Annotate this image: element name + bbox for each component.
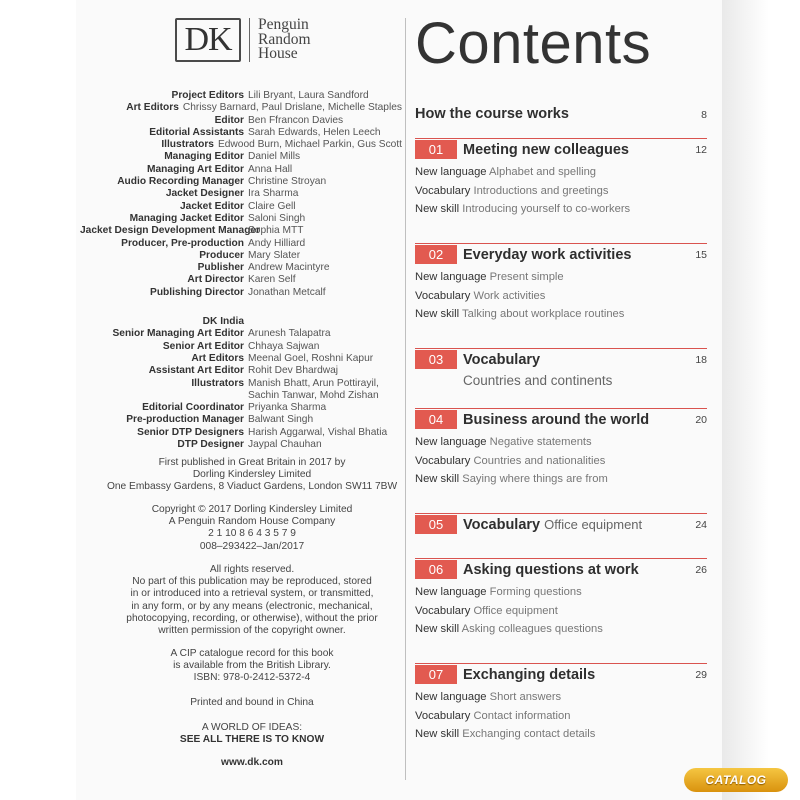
detail-label: New skill <box>415 203 460 215</box>
detail-value: Talking about workplace routines <box>462 308 625 320</box>
column-divider <box>405 18 406 780</box>
toc-unit <box>415 663 707 744</box>
credit-name: Harish Aggarwal, Vishal Bhatia <box>248 426 388 438</box>
credit-role: Illustrators <box>191 377 244 389</box>
toc-page-number: 24 <box>695 519 707 531</box>
toc-page-number: 20 <box>695 414 707 426</box>
credit-row <box>80 402 402 414</box>
credit-name: Mary Slater <box>248 249 301 261</box>
credit-role: Publisher <box>197 262 244 274</box>
unit-detail-line <box>415 268 707 287</box>
credit-row <box>80 287 402 299</box>
credit-role: Art Director <box>187 274 244 286</box>
unit-details <box>415 583 707 639</box>
detail-value: Countries and nationalities <box>473 454 606 467</box>
credit-row <box>80 274 402 286</box>
unit-detail-line <box>415 182 707 201</box>
credit-name: Daniel Mills <box>248 151 301 163</box>
credit-row <box>80 250 402 262</box>
credit-row <box>80 139 402 151</box>
india-credits <box>80 328 402 451</box>
cip-block <box>96 648 408 685</box>
toc-unit-header <box>415 663 707 685</box>
detail-label: New language <box>415 271 487 283</box>
toc-unit-header <box>415 408 707 430</box>
credit-row <box>80 164 402 176</box>
imprint-line: A Penguin Random House Company <box>168 516 336 528</box>
rights-block <box>96 564 408 637</box>
unit-detail-line <box>415 583 707 602</box>
detail-value: Work activities <box>473 289 546 302</box>
credit-row <box>80 176 402 188</box>
published-by-block <box>96 457 408 494</box>
toc-unit <box>415 138 707 219</box>
logo-divider <box>249 18 250 62</box>
unit-details <box>415 268 707 324</box>
unit-detail-line <box>415 287 707 306</box>
credit-role: DTP Designer <box>177 439 244 451</box>
credit-name: Priyanka Sharma <box>248 402 327 414</box>
wordmark-line: House <box>258 45 298 62</box>
detail-label: New skill <box>415 623 460 635</box>
imprint-line: Copyright © 2017 Dorling Kindersley Limited <box>151 504 353 515</box>
credit-name: Jonathan Metcalf <box>248 286 326 298</box>
credit-row <box>80 102 402 114</box>
printed-in-block <box>96 697 408 709</box>
detail-label: New skill <box>415 473 460 485</box>
unit-detail-line <box>415 725 707 744</box>
tagline-line1: A WORLD OF IDEAS: <box>201 722 303 733</box>
unit-number-badge: 03 <box>415 350 457 369</box>
toc-page-number: 26 <box>695 564 707 576</box>
unit-title: Everyday work activities <box>463 246 632 263</box>
background-left <box>0 0 76 800</box>
credit-row <box>80 213 402 225</box>
unit-title: Asking questions at work <box>463 561 639 578</box>
credit-name: Sophia MTT <box>248 225 304 237</box>
unit-title: Vocabulary <box>463 351 541 368</box>
credit-role: Producer, Pre-production <box>121 237 244 249</box>
credit-name: Andrew Macintyre <box>248 262 330 274</box>
toc-unit-header <box>415 243 707 265</box>
imprint-line: No part of this publication may be reproduced, stored <box>132 576 372 588</box>
detail-label: New language <box>415 691 487 703</box>
imprint-line: in or introduced into a retrieval system, or transmitted, <box>130 588 374 600</box>
credit-role: Senior DTP Designers <box>137 426 244 438</box>
credit-role: Jacket Editor <box>180 200 244 212</box>
imprint-line: 2 1 10 8 6 4 3 5 7 9 <box>208 528 296 540</box>
wordmark-line: Penguin <box>258 16 309 33</box>
contents-title: Contents <box>415 11 652 76</box>
imprint-line: photocopying, recording, or otherwise), without the prior <box>126 612 378 624</box>
credit-row <box>80 341 402 353</box>
toc-unit-header <box>415 558 707 580</box>
printed-in: Printed and bound in China <box>190 697 314 708</box>
toc-page-number: 15 <box>695 249 707 261</box>
unit-title: Business around the world <box>463 411 650 428</box>
credit-name: Arunesh Talapatra <box>248 328 331 340</box>
detail-value: Asking colleagues questions <box>461 623 603 635</box>
uk-credits <box>80 90 402 299</box>
credit-name: Karen Self <box>248 274 296 286</box>
india-heading-row <box>80 316 402 328</box>
credit-row <box>80 115 402 127</box>
credit-name: Sachin Tanwar, Mohd Zishan <box>248 389 379 401</box>
credit-row <box>80 201 402 213</box>
detail-value: Saying where things are from <box>462 473 608 485</box>
catalog-watermark-logo: CATALOG <box>684 768 788 792</box>
unit-number-badge: 05 <box>415 515 457 534</box>
credit-role: Illustrators <box>161 139 214 151</box>
credit-name: Chrissy Barnard, Paul Drislane, Michelle Staples <box>182 102 402 114</box>
unit-number-badge: 02 <box>415 245 457 264</box>
unit-detail-line <box>415 452 707 471</box>
unit-details <box>415 433 707 489</box>
credit-role: Producer <box>199 249 244 261</box>
credit-row <box>80 427 402 439</box>
credit-row <box>80 414 402 426</box>
unit-detail-line <box>415 305 707 324</box>
credit-name: Rohit Dev Bhardwaj <box>248 365 339 377</box>
unit-detail-line <box>415 200 707 219</box>
credit-role: Managing Jacket Editor <box>129 212 244 224</box>
toc-unit <box>415 558 707 639</box>
credit-role: Managing Art Editor <box>147 163 244 175</box>
tagline-block <box>96 722 408 746</box>
copyright-block <box>96 504 408 553</box>
unit-detail-line <box>415 688 707 707</box>
detail-label: New language <box>415 436 487 448</box>
detail-label: Vocabulary <box>415 289 471 302</box>
credit-role: Art Editors <box>191 352 244 364</box>
credit-name: Ben Ffrancon Davies <box>248 114 344 126</box>
credit-name: Christine Stroyan <box>248 176 327 188</box>
credit-role: Pre-production Manager <box>126 414 244 426</box>
unit-detail-line <box>415 433 707 452</box>
detail-label: Vocabulary <box>415 454 471 467</box>
credit-row <box>80 238 402 250</box>
toc-page-number: 12 <box>695 144 707 156</box>
credit-role: Senior Managing Art Editor <box>112 328 244 340</box>
page-edge-shadow <box>722 0 800 800</box>
credit-role <box>80 390 248 402</box>
credit-role: Jacket Designer <box>165 188 244 200</box>
toc-unit <box>415 243 707 324</box>
credit-role: Editorial Coordinator <box>142 402 244 414</box>
isbn: ISBN: 978-0-2412-5372-4 <box>193 672 311 684</box>
imprint-line: One Embassy Gardens, 8 Viaduct Gardens, London SW11 7BW <box>106 481 398 493</box>
detail-label: Vocabulary <box>415 709 471 722</box>
toc-page-number: 18 <box>695 354 707 366</box>
unit-detail-line <box>415 470 707 489</box>
credit-name: Meenal Goel, Roshni Kapur <box>248 352 374 364</box>
credit-name: Lili Bryant, Laura Sandford <box>248 90 369 101</box>
credit-row <box>80 353 402 365</box>
imprint-line: is available from the British Library. <box>173 660 331 672</box>
detail-label: Vocabulary <box>415 604 471 617</box>
website-url: www.dk.com <box>221 757 283 768</box>
credit-role: Editorial Assistants <box>149 126 244 138</box>
credit-row <box>80 378 402 390</box>
credit-name: Edwood Burn, Michael Parkin, Gus Scott <box>217 139 402 151</box>
imprint-line: 008–293422–Jan/2017 <box>199 540 305 552</box>
credit-role: Publishing Director <box>150 286 244 298</box>
unit-detail-line <box>415 602 707 621</box>
detail-value: Introducing yourself to co-workers <box>462 203 631 215</box>
imprint-line: A CIP catalogue record for this book <box>170 648 334 659</box>
unit-detail-line <box>415 620 707 639</box>
credit-role: Senior Art Editor <box>162 340 244 352</box>
unit-number-badge: 06 <box>415 560 457 579</box>
unit-number-badge: 04 <box>415 410 457 429</box>
credit-role: Editor <box>214 114 244 126</box>
detail-value: Introductions and greetings <box>473 184 609 197</box>
credit-name: Saloni Singh <box>248 212 306 224</box>
unit-subtitle: Office equipment <box>544 517 643 532</box>
detail-label: New language <box>415 586 487 598</box>
credit-row <box>80 90 402 102</box>
unit-details <box>415 163 707 219</box>
tagline-line2: SEE ALL THERE IS TO KNOW <box>179 734 325 746</box>
credit-row <box>80 390 402 402</box>
credit-row <box>80 439 402 451</box>
credit-name: Jaypal Chauhan <box>248 439 322 451</box>
imprint-line: First published in Great Britain in 2017 by <box>158 457 346 468</box>
toc-course-title: How the course works <box>415 106 569 122</box>
credit-row <box>80 188 402 200</box>
toc-entry-course <box>415 106 707 122</box>
credit-name: Anna Hall <box>248 163 293 175</box>
credit-role: Jacket Design Development Manager <box>80 225 261 237</box>
detail-label: New language <box>415 166 487 178</box>
credit-name: Balwant Singh <box>248 414 314 426</box>
credit-name: Chhaya Sajwan <box>248 340 320 352</box>
imprint-line: All rights reserved. <box>209 564 295 575</box>
dk-logo-mark: DK <box>175 18 241 62</box>
credit-name: Claire Gell <box>248 200 296 212</box>
unit-title: Exchanging details <box>463 666 596 683</box>
credit-row <box>80 127 402 139</box>
unit-topic: Countries and continents <box>463 373 613 388</box>
toc-unit-header <box>415 138 707 160</box>
credit-name: Andy Hilliard <box>248 237 306 249</box>
detail-value: Short answers <box>489 691 562 703</box>
toc-unit <box>415 408 707 489</box>
toc-page-number: 8 <box>701 109 707 121</box>
detail-value: Forming questions <box>489 586 582 598</box>
toc-unit <box>415 513 707 535</box>
toc-page-number: 29 <box>695 669 707 681</box>
credits-list <box>80 90 402 451</box>
unit-detail-line <box>415 163 707 182</box>
publisher-logo <box>175 18 311 62</box>
detail-value: Office equipment <box>473 604 558 617</box>
imprint-line: in any form, or by any means (electronic, mechanical, <box>131 600 373 612</box>
website-block <box>96 757 408 769</box>
credit-role: Audio Recording Manager <box>117 176 244 188</box>
credit-row <box>80 262 402 274</box>
credit-name: Ira Sharma <box>248 188 299 200</box>
unit-number-badge: 01 <box>415 140 457 159</box>
toc-unit <box>415 348 707 388</box>
detail-value: Contact information <box>473 709 571 722</box>
detail-value: Present simple <box>489 271 564 283</box>
detail-label: New skill <box>415 728 460 740</box>
credit-role: Managing Editor <box>164 151 244 163</box>
india-heading: DK India <box>202 316 244 328</box>
credit-role: Project Editors <box>171 90 244 101</box>
imprint-line: Dorling Kindersley Limited <box>192 469 312 481</box>
detail-value: Exchanging contact details <box>462 728 596 740</box>
credit-name: Sarah Edwards, Helen Leech <box>248 126 381 138</box>
detail-label: Vocabulary <box>415 184 471 197</box>
toc-unit-header <box>415 513 707 535</box>
credits-gap <box>80 299 402 316</box>
unit-title: Vocabulary <box>463 516 541 533</box>
credit-role: Art Editors <box>126 102 179 114</box>
unit-title: Meeting new colleagues <box>463 141 629 158</box>
detail-label: New skill <box>415 308 460 320</box>
credit-row <box>80 225 402 237</box>
credit-row <box>80 328 402 340</box>
wordmark-line: Random <box>258 30 311 48</box>
unit-number-badge: 07 <box>415 665 457 684</box>
credit-role: Assistant Art Editor <box>148 365 244 377</box>
unit-detail-line <box>415 707 707 726</box>
unit-details <box>415 688 707 744</box>
toc-unit-header <box>415 348 707 370</box>
imprint-line: written permission of the copyright owner. <box>158 625 346 637</box>
credit-row <box>80 151 402 163</box>
penguin-random-house-wordmark <box>258 18 311 62</box>
credit-row <box>80 365 402 377</box>
detail-value: Alphabet and spelling <box>489 166 597 178</box>
credit-name: Manish Bhatt, Arun Pottirayil, <box>248 377 379 389</box>
detail-value: Negative statements <box>489 436 592 448</box>
